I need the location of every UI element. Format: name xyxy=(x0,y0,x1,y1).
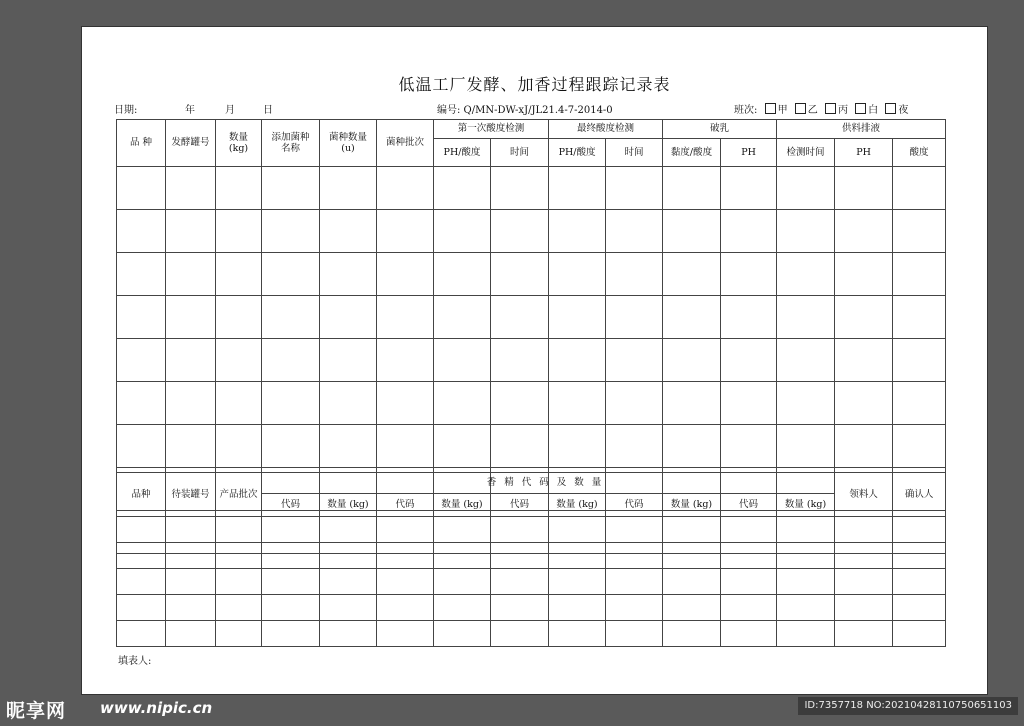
shift-checkbox-bai[interactable] xyxy=(855,103,866,114)
header-time-2: 时间 xyxy=(606,139,663,167)
entry-cell[interactable] xyxy=(117,382,166,425)
entry-cell[interactable] xyxy=(835,382,893,425)
entry-cell[interactable] xyxy=(663,210,721,253)
entry-cell[interactable] xyxy=(377,382,434,425)
entry-cell[interactable] xyxy=(320,382,377,425)
entry-cell[interactable] xyxy=(549,253,606,296)
entry-cell[interactable] xyxy=(377,517,434,543)
entry-cell[interactable] xyxy=(262,339,320,382)
entry-cell[interactable] xyxy=(320,517,377,543)
entry-cell[interactable] xyxy=(549,339,606,382)
shift-label: 班次: xyxy=(734,105,758,116)
table-row xyxy=(117,296,946,339)
entry-cell[interactable] xyxy=(777,425,835,468)
entry-cell[interactable] xyxy=(491,167,549,210)
entry-cell[interactable] xyxy=(663,543,721,569)
watermark-id: ID:7357718 NO:20210428110750651103 xyxy=(798,697,1018,715)
entry-cell[interactable] xyxy=(434,517,491,543)
entry-cell[interactable] xyxy=(893,382,946,425)
entry-cell[interactable] xyxy=(835,595,893,621)
entry-cell[interactable] xyxy=(262,569,320,595)
table-row xyxy=(117,339,946,382)
entry-cell[interactable] xyxy=(434,543,491,569)
header-culture-qty-line2: (u) xyxy=(341,143,355,154)
header-tank: 发酵罐号 xyxy=(166,120,216,167)
entry-cell[interactable] xyxy=(606,621,663,647)
entry-cell[interactable] xyxy=(835,517,893,543)
entry-cell[interactable] xyxy=(721,517,777,543)
entry-cell[interactable] xyxy=(434,621,491,647)
entry-cell[interactable] xyxy=(166,167,216,210)
entry-cell[interactable] xyxy=(777,517,835,543)
header-confirmer: 确认人 xyxy=(893,473,946,517)
entry-cell[interactable] xyxy=(377,543,434,569)
shift-checkbox-jia[interactable] xyxy=(765,103,776,114)
table-row xyxy=(117,543,946,569)
entry-cell[interactable] xyxy=(434,569,491,595)
entry-cell[interactable] xyxy=(893,210,946,253)
entry-cell[interactable] xyxy=(663,339,721,382)
entry-cell[interactable] xyxy=(777,543,835,569)
entry-cell[interactable] xyxy=(549,425,606,468)
entry-cell[interactable] xyxy=(262,167,320,210)
entry-cell[interactable] xyxy=(117,253,166,296)
header-check-time: 检测时间 xyxy=(777,139,835,167)
shift-option-label: 夜 xyxy=(898,105,909,116)
entry-cell[interactable] xyxy=(377,569,434,595)
entry-cell[interactable] xyxy=(216,595,262,621)
header-culture-name xyxy=(262,120,320,167)
entry-cell[interactable] xyxy=(777,253,835,296)
entry-cell[interactable] xyxy=(117,167,166,210)
entry-cell[interactable] xyxy=(166,517,216,543)
entry-cell[interactable] xyxy=(893,621,946,647)
header-flavor-code: 代码 xyxy=(721,494,777,517)
entry-cell[interactable] xyxy=(262,595,320,621)
header-flavor-code: 代码 xyxy=(377,494,434,517)
entry-cell[interactable] xyxy=(491,296,549,339)
table-row xyxy=(117,382,946,425)
entry-cell[interactable] xyxy=(434,210,491,253)
entry-cell[interactable] xyxy=(117,595,166,621)
entry-cell[interactable] xyxy=(262,425,320,468)
entry-cell[interactable] xyxy=(663,621,721,647)
entry-cell[interactable] xyxy=(262,296,320,339)
entry-cell[interactable] xyxy=(721,382,777,425)
entry-cell[interactable] xyxy=(262,543,320,569)
entry-cell[interactable] xyxy=(893,517,946,543)
table-row xyxy=(117,569,946,595)
entry-cell[interactable] xyxy=(166,382,216,425)
entry-cell[interactable] xyxy=(491,210,549,253)
entry-cell[interactable] xyxy=(893,543,946,569)
entry-cell[interactable] xyxy=(320,569,377,595)
flavoring-table xyxy=(116,472,946,647)
entry-cell[interactable] xyxy=(117,210,166,253)
header-qty xyxy=(216,120,262,167)
shift-option-label: 乙 xyxy=(807,105,818,116)
entry-cell[interactable] xyxy=(835,569,893,595)
header-receiver: 领料人 xyxy=(835,473,893,517)
entry-cell[interactable] xyxy=(377,595,434,621)
entry-cell[interactable] xyxy=(320,253,377,296)
entry-cell[interactable] xyxy=(117,569,166,595)
entry-cell[interactable] xyxy=(491,339,549,382)
entry-cell[interactable] xyxy=(549,167,606,210)
entry-cell[interactable] xyxy=(663,296,721,339)
entry-cell[interactable] xyxy=(606,382,663,425)
entry-cell[interactable] xyxy=(721,425,777,468)
header-first-acid: 第一次酸度检测 xyxy=(434,120,549,139)
entry-cell[interactable] xyxy=(663,569,721,595)
table-row xyxy=(117,621,946,647)
entry-cell[interactable] xyxy=(377,210,434,253)
entry-cell[interactable] xyxy=(549,296,606,339)
header-flavor-code: 代码 xyxy=(491,494,549,517)
entry-cell[interactable] xyxy=(777,167,835,210)
entry-cell[interactable] xyxy=(549,382,606,425)
shift-checkbox-ye[interactable] xyxy=(885,103,896,114)
header-acidity: 酸度 xyxy=(893,139,946,167)
entry-cell[interactable] xyxy=(166,543,216,569)
entry-cell[interactable] xyxy=(491,595,549,621)
shift-selector xyxy=(734,101,908,116)
entry-cell[interactable] xyxy=(549,595,606,621)
header-flavor-code: 代码 xyxy=(262,494,320,517)
shift-checkbox-yi[interactable] xyxy=(795,103,806,114)
header-qty-unit: (kg) xyxy=(228,143,249,154)
header-ph-acid-2: PH/酸度 xyxy=(549,139,606,167)
header-ph-break: PH xyxy=(721,139,777,167)
entry-cell[interactable] xyxy=(721,253,777,296)
entry-cell[interactable] xyxy=(549,569,606,595)
entry-cell[interactable] xyxy=(606,253,663,296)
date-label: 日期: xyxy=(114,105,138,116)
watermark-logo: 昵享网 xyxy=(6,700,67,722)
entry-cell[interactable] xyxy=(893,425,946,468)
entry-cell[interactable] xyxy=(117,296,166,339)
entry-cell[interactable] xyxy=(893,569,946,595)
entry-cell[interactable] xyxy=(377,425,434,468)
entry-cell[interactable] xyxy=(663,382,721,425)
header-flavor-qty: 数量 (kg) xyxy=(549,494,606,517)
entry-cell[interactable] xyxy=(549,210,606,253)
entry-cell[interactable] xyxy=(166,339,216,382)
entry-cell[interactable] xyxy=(721,210,777,253)
entry-cell[interactable] xyxy=(216,210,262,253)
entry-cell[interactable] xyxy=(166,569,216,595)
entry-cell[interactable] xyxy=(721,543,777,569)
entry-cell[interactable] xyxy=(835,543,893,569)
table-row xyxy=(117,595,946,621)
month-label: 月 xyxy=(225,105,235,116)
table-row xyxy=(117,425,946,468)
header-ph-acid-1: PH/酸度 xyxy=(434,139,491,167)
record-sheet xyxy=(82,27,987,694)
header-culture-name-line2: 名称 xyxy=(280,143,300,154)
year-label: 年 xyxy=(185,105,195,116)
entry-cell[interactable] xyxy=(262,621,320,647)
entry-cell[interactable] xyxy=(320,296,377,339)
header-time-1: 时间 xyxy=(491,139,549,167)
entry-cell[interactable] xyxy=(377,167,434,210)
entry-cell[interactable] xyxy=(216,543,262,569)
entry-cell[interactable] xyxy=(377,253,434,296)
entry-cell[interactable] xyxy=(606,339,663,382)
entry-cell[interactable] xyxy=(262,253,320,296)
entry-cell[interactable] xyxy=(320,167,377,210)
header-flavor-qty: 数量 (kg) xyxy=(434,494,491,517)
entry-cell[interactable] xyxy=(117,543,166,569)
entry-cell[interactable] xyxy=(491,543,549,569)
entry-cell[interactable] xyxy=(721,595,777,621)
entry-cell[interactable] xyxy=(663,517,721,543)
header-product: 品 种 xyxy=(117,120,166,167)
entry-cell[interactable] xyxy=(777,339,835,382)
shift-option-label: 白 xyxy=(868,105,879,116)
entry-cell[interactable] xyxy=(434,167,491,210)
entry-cell[interactable] xyxy=(835,425,893,468)
entry-cell[interactable] xyxy=(434,296,491,339)
entry-cell[interactable] xyxy=(549,621,606,647)
entry-cell[interactable] xyxy=(491,425,549,468)
entry-cell[interactable] xyxy=(216,253,262,296)
entry-cell[interactable] xyxy=(434,339,491,382)
entry-cell[interactable] xyxy=(262,517,320,543)
entry-cell[interactable] xyxy=(216,382,262,425)
shift-option-label: 甲 xyxy=(777,105,788,116)
entry-cell[interactable] xyxy=(166,210,216,253)
entry-cell[interactable] xyxy=(606,569,663,595)
header-feed: 供料排液 xyxy=(777,120,946,139)
entry-cell[interactable] xyxy=(434,253,491,296)
entry-cell[interactable] xyxy=(777,296,835,339)
header-final-acid: 最终酸度检测 xyxy=(549,120,663,139)
entry-cell[interactable] xyxy=(117,517,166,543)
entry-cell[interactable] xyxy=(606,543,663,569)
entry-cell[interactable] xyxy=(721,296,777,339)
table-row xyxy=(117,210,946,253)
entry-cell[interactable] xyxy=(166,253,216,296)
entry-cell[interactable] xyxy=(166,425,216,468)
entry-cell[interactable] xyxy=(166,296,216,339)
entry-cell[interactable] xyxy=(216,425,262,468)
table-row xyxy=(117,253,946,296)
header-flavor-code: 代码 xyxy=(606,494,663,517)
entry-cell[interactable] xyxy=(893,595,946,621)
entry-cell[interactable] xyxy=(835,210,893,253)
header-qty-text: 数量 xyxy=(228,131,248,143)
entry-cell[interactable] xyxy=(434,595,491,621)
entry-cell[interactable] xyxy=(491,382,549,425)
entry-cell[interactable] xyxy=(320,210,377,253)
entry-cell[interactable] xyxy=(377,621,434,647)
entry-cell[interactable] xyxy=(216,296,262,339)
entry-cell[interactable] xyxy=(320,425,377,468)
table-row xyxy=(117,167,946,210)
entry-cell[interactable] xyxy=(262,210,320,253)
entry-cell[interactable] xyxy=(491,517,549,543)
entry-cell[interactable] xyxy=(663,253,721,296)
header-culture-name-line1: 添加菌种 xyxy=(271,131,310,143)
entry-cell[interactable] xyxy=(606,595,663,621)
shift-option-label: 丙 xyxy=(837,105,848,116)
entry-cell[interactable] xyxy=(606,425,663,468)
entry-cell[interactable] xyxy=(320,339,377,382)
entry-cell[interactable] xyxy=(721,167,777,210)
entry-cell[interactable] xyxy=(216,569,262,595)
entry-cell[interactable] xyxy=(606,167,663,210)
entry-cell[interactable] xyxy=(117,621,166,647)
entry-cell[interactable] xyxy=(893,253,946,296)
entry-cell[interactable] xyxy=(377,339,434,382)
header-flavor-qty: 数量 (kg) xyxy=(663,494,721,517)
entry-cell[interactable] xyxy=(262,382,320,425)
header-flavor-qty: 数量 (kg) xyxy=(777,494,835,517)
entry-cell[interactable] xyxy=(216,621,262,647)
entry-cell[interactable] xyxy=(893,167,946,210)
header-culture-qty-line1: 菌种数量 xyxy=(328,131,367,143)
entry-cell[interactable] xyxy=(549,517,606,543)
header-product-batch: 产品批次 xyxy=(216,473,262,517)
entry-cell[interactable] xyxy=(434,382,491,425)
header-product-b: 品种 xyxy=(117,473,166,517)
entry-cell[interactable] xyxy=(777,382,835,425)
table-row xyxy=(117,517,946,543)
entry-cell[interactable] xyxy=(377,296,434,339)
entry-cell[interactable] xyxy=(320,621,377,647)
header-visc-acid: 黏度/酸度 xyxy=(663,139,721,167)
header-break: 破乳 xyxy=(663,120,777,139)
entry-cell[interactable] xyxy=(835,167,893,210)
entry-cell[interactable] xyxy=(777,595,835,621)
document-code: 编号: Q/MN-DW-xJ/JL21.4-7-2014-0 xyxy=(437,105,613,116)
entry-cell[interactable] xyxy=(549,543,606,569)
entry-cell[interactable] xyxy=(777,621,835,647)
entry-cell[interactable] xyxy=(216,167,262,210)
entry-cell[interactable] xyxy=(216,339,262,382)
entry-cell[interactable] xyxy=(663,425,721,468)
entry-cell[interactable] xyxy=(491,621,549,647)
entry-cell[interactable] xyxy=(835,621,893,647)
day-label: 日 xyxy=(263,105,273,116)
header-flavor-group: 香精代码及数量 xyxy=(262,473,835,494)
entry-cell[interactable] xyxy=(893,339,946,382)
entry-cell[interactable] xyxy=(491,569,549,595)
entry-cell[interactable] xyxy=(491,253,549,296)
entry-cell[interactable] xyxy=(721,339,777,382)
entry-cell[interactable] xyxy=(320,595,377,621)
entry-cell[interactable] xyxy=(835,339,893,382)
entry-cell[interactable] xyxy=(117,425,166,468)
entry-cell[interactable] xyxy=(893,296,946,339)
shift-checkbox-bing[interactable] xyxy=(825,103,836,114)
header-flavor-qty: 数量 (kg) xyxy=(320,494,377,517)
entry-cell[interactable] xyxy=(320,543,377,569)
header-culture-qty xyxy=(320,120,377,167)
entry-cell[interactable] xyxy=(434,425,491,468)
entry-cell[interactable] xyxy=(606,517,663,543)
entry-cell[interactable] xyxy=(663,167,721,210)
entry-cell[interactable] xyxy=(721,621,777,647)
entry-cell[interactable] xyxy=(166,621,216,647)
form-title: 低温工厂发酵、加香过程跟踪记录表 xyxy=(398,75,671,94)
header-ph-feed: PH xyxy=(835,139,893,167)
watermark-url: www.nipic.cn xyxy=(100,699,213,717)
entry-cell[interactable] xyxy=(721,569,777,595)
entry-cell[interactable] xyxy=(663,595,721,621)
entry-cell[interactable] xyxy=(166,595,216,621)
entry-cell[interactable] xyxy=(835,296,893,339)
entry-cell[interactable] xyxy=(117,339,166,382)
header-culture-batch: 菌种批次 xyxy=(377,120,434,167)
header-pack-tank: 待装罐号 xyxy=(166,473,216,517)
entry-cell[interactable] xyxy=(606,210,663,253)
entry-cell[interactable] xyxy=(606,296,663,339)
entry-cell[interactable] xyxy=(777,210,835,253)
entry-cell[interactable] xyxy=(777,569,835,595)
entry-cell[interactable] xyxy=(835,253,893,296)
entry-cell[interactable] xyxy=(216,517,262,543)
filler-label: 填表人: xyxy=(118,656,152,667)
